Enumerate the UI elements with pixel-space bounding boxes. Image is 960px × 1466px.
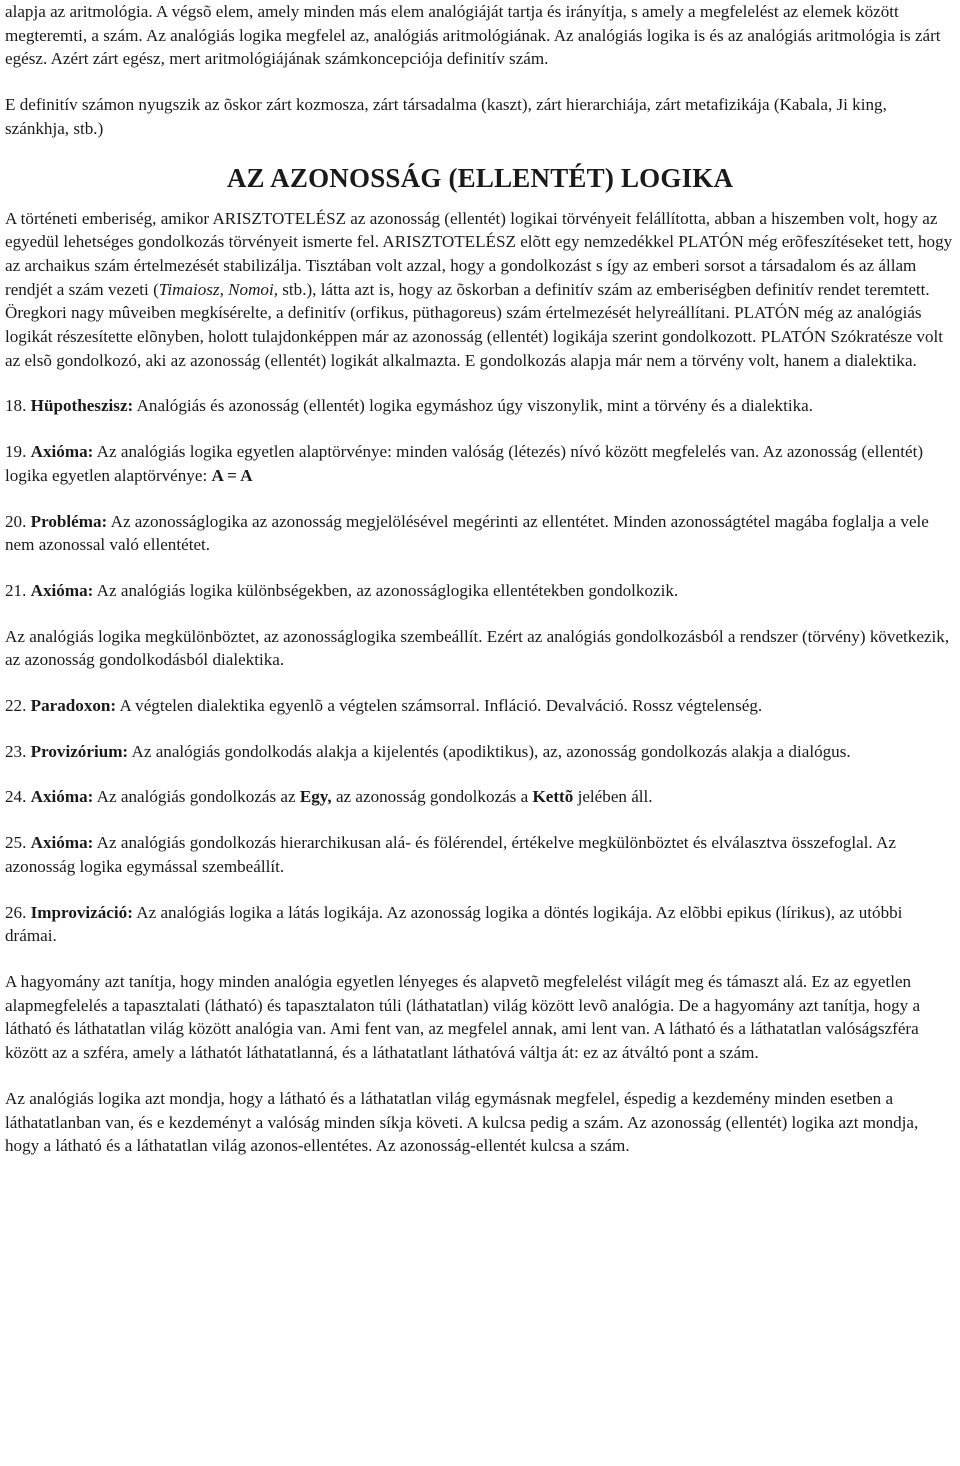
item-label: Paradoxon:	[30, 696, 117, 716]
identity-formula: A = A	[211, 465, 253, 485]
numbered-item-25: 25. Axióma: Az analógiás gondolkozás hierarchikusan alá- és fölérendel, értékelve megkülönböztet és elválasztva összefoglal. Az azonosság logika egymással szembeállít.	[5, 833, 896, 876]
numbered-item-26: 26. Improvizáció: Az analógiás logika a látás logikája. Az azonosság logika a döntés logikája. Az elõbbi epikus (lírikus), az utóbbi drámai.	[5, 902, 903, 946]
numbered-item-19: 19. Axióma: Az analógiás logika egyetlen alaptörvénye: minden valóság (létezés) nívó között megfelelés van. Az azonosság (ellentét) logika egyetlen alaptörvénye: A = A	[5, 442, 924, 485]
section-heading: AZ AZONOSSÁG (ELLENTÉT) LOGIKA	[226, 162, 734, 193]
numbered-item-20: 20. Probléma: Az azonosságlogika az azonosság megjelölésével megérinti az ellentétet. Minden azonosságtétel magába foglalja a vele nem azonossal való ellentétet.	[5, 511, 929, 555]
plain-paragraph-2: A hagyomány azt tanítja, hogy minden analógia egyetlen lényeges és alapvetõ megfelelést világít meg és támaszt alá. Ez az egyetlen alapmegfelelés a tapasztalati (látható) és tapasztalaton túli (láthatatlan) világ között levõ analógia. De a hagyomány azt tanítja, hogy a látható és láthatatlan világ között analógia van. Ami fent van, az megfelel annak, ami lent van. A látható és a láthatatlan valóságszféra között az a szféra, amely a láthatót láthatatlanná, és a láthatatlant láthatóvá váltja át: ez az átváltó pont a szám.	[5, 971, 921, 1063]
numbered-item-22: 22. Paradoxon: A végtelen dialektika egyenlõ a végtelen számsorral. Infláció. Devalváció. Rossz végtelenség.	[5, 696, 763, 716]
numbered-item-18: 18. Hüpotheszisz: Analógiás és azonosság (ellentét) logika egymáshoz úgy viszonylik, mint a törvény és a dialektika.	[5, 396, 814, 416]
plain-paragraph-1: Az analógiás logika megkülönböztet, az azonosságlogika szembeállít. Ezért az analógiás gondolkozásból a rendszer (törvény) következik, az azonosság gondolkodásból dialektika.	[5, 626, 950, 670]
item-label: Provizórium:	[30, 741, 129, 761]
egy-term: Egy,	[299, 787, 332, 807]
main-paragraph: A történeti emberiség, amikor ARISZTOTELÉSZ az azonosság (ellentét) logikai törvényeit felállította, abban a hiszemben volt, hogy az egyedül lehetséges gondolkozás törvényeit ismerte fel. ARISZTOTELÉSZ elõtt egy nemzedékkel PLATÓN még erõfeszítéseket tett, hogy az archaikus szám értelmezését stabilizálja. Tisztában volt azzal, hogy a gondolkozást s így az emberi sorsot a társadalom és az állam rendjét a szám vezeti (Timaiosz, Nomoi, stb.), látta azt is, hogy az õskorban a definitív szám az emberiségben definitív rendet teremtett. Öregkori nagy mûveiben megkísérelte, a definitív (orfikus, püthagoreus) szám értelmezését helyreállítani. PLATÓN még az analógiás logikát részesítette elõnyben, holott tulajdonképpen már az azonosság (ellentét) logikája szerint gondolkozott. PLATÓN Szókratésze volt az elsõ gondolkozó, aki az azonosság (ellentét) logikát alkalmazta. E gondolkozás alapja már nem a törvény volt, hanem a dialektika.	[5, 208, 953, 370]
item-label: Axióma:	[30, 833, 94, 853]
item-label: Axióma:	[30, 442, 94, 462]
item-label: Axióma:	[30, 580, 94, 600]
italic-works-reference: Timaiosz, Nomoi,	[158, 279, 278, 299]
numbered-item-23: 23. Provizórium: Az analógiás gondolkodás alakja a kijelentés (apodiktikus), az, azonosság gondolkozás alakja a dialógus.	[5, 741, 851, 761]
item-label: Axióma:	[30, 787, 94, 807]
ketto-term: Kettõ	[532, 787, 574, 807]
numbered-item-21: 21. Axióma: Az analógiás logika különbségekben, az azonosságlogika ellentétekben gondolkozik.	[5, 580, 679, 600]
numbered-item-24: 24. Axióma: Az analógiás gondolkozás az Egy, az azonosság gondolkozás a Kettõ jelében áll.	[5, 787, 653, 807]
intro-paragraph-1: alapja az aritmológia. A végsõ elem, amely minden más elem analógiáját tartja és irányítja, s amely a megfelelést az elemek között megteremti, a szám. Az analógiás logika megfelel az, analógiás aritmológiának. Az analógiás logika is és az analógiás aritmológia is zárt egész. Azért zárt egész, mert aritmológiájának számkoncepciója definitív szám.	[5, 2, 941, 69]
intro-paragraph-2: E definitív számon nyugszik az õskor zárt kozmosza, zárt társadalma (kaszt), zárt hierarchiája, zárt metafizikája (Kabala, Ji king, szánkhja, stb.)	[5, 95, 887, 138]
item-label: Hüpotheszisz:	[30, 396, 134, 416]
item-label: Probléma:	[30, 511, 108, 531]
plain-paragraph-3: Az analógiás logika azt mondja, hogy a látható és a láthatatlan világ egymásnak megfelel, éspedig a kezdemény minden esetben a láthatatlanban van, és e kezdeményt a valóság minden síkja követi. A kulcsa pedig a szám. Az azonosság (ellentét) logika azt mondja, hogy a látható és a láthatatlan világ azonos-ellentétes. Az azonosság-ellentét kulcsa a szám.	[5, 1088, 919, 1156]
item-label: Improvizáció:	[30, 902, 133, 922]
